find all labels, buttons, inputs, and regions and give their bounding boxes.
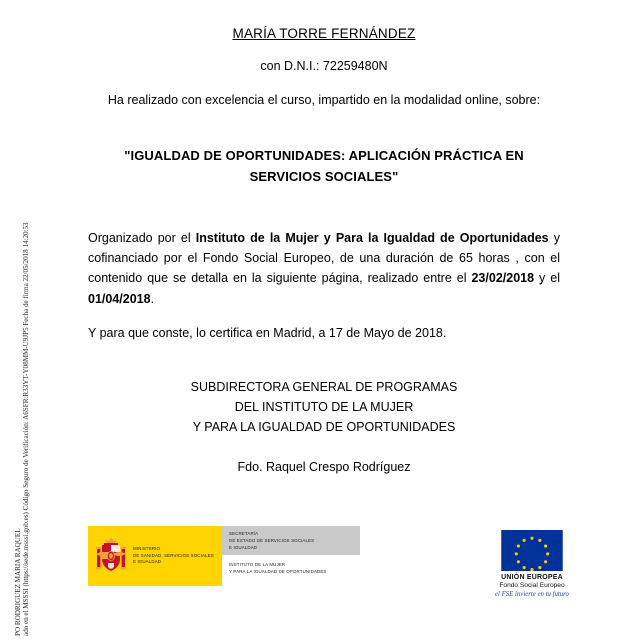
ministry-name-line-2: DE SANIDAD, SERVICIOS SOCIALES xyxy=(133,552,214,558)
margin-stamp-verification-text: ado en el MSSSI (https://sede.msssi.gob.es) Código Seguro de Verificación: A6SFR:R33YT-Y08MM-U9JP5 Fecha de firma 22/05/2018 14:20:53 xyxy=(22,222,30,636)
secretaria-estado-panel xyxy=(222,526,360,555)
course-title-line-1: "IGUALDAD DE OPORTUNIDADES: APLICACIÓN PRÁCTICA EN xyxy=(124,148,524,163)
signature-role-block xyxy=(88,377,560,438)
margin-stamp-signer-text: PO RODRIGUEZ MARIA RAQUEL xyxy=(14,528,22,636)
organizer-name: Instituto de la Mujer y Para la Igualdad de Oportunidades xyxy=(195,230,549,245)
european-union-logo xyxy=(474,530,590,598)
eu-flag-icon xyxy=(501,530,563,571)
instituto-line-2: Y PARA LA IGUALDAD DE OPORTUNIDADES xyxy=(229,568,327,574)
recipient-dni: con D.N.I.: 72259480N xyxy=(260,59,388,73)
certificate-body-paragraph xyxy=(88,228,560,309)
ministry-name-line-1: MINISTERIO xyxy=(133,546,161,552)
eu-tagline: el FSE invierte en tu futuro xyxy=(495,590,569,598)
course-title xyxy=(88,145,560,188)
certificate-intro-text: Ha realizado con excelencia el curso, impartido en la modalidad online, sobre: xyxy=(107,93,541,107)
course-start-date: 23/02/2018 xyxy=(471,271,535,286)
signature-role-line-1: SUBDIRECTORA GENERAL DE PROGRAMAS xyxy=(190,379,458,394)
ministry-name-text xyxy=(133,546,214,566)
ministry-yellow-panel xyxy=(88,526,222,586)
eu-title: UNIÓN EUROPEA xyxy=(501,574,563,581)
ministry-name-line-3: E IGUALDAD xyxy=(133,559,162,565)
ministry-logo xyxy=(88,526,360,586)
body-segment-2: y cofinanciado por el Fondo Social Europeo, de una duración de 65 horas , con el contenido que se detalla en la siguiente página, realizado entre el xyxy=(88,230,560,286)
signer-name: Fdo. Raquel Crespo Rodríguez xyxy=(237,459,411,474)
course-title-line-2: SERVICIOS SOCIALES" xyxy=(249,169,399,185)
footer-logo-row xyxy=(0,524,640,604)
eu-subtitle: Fondo Social Europeo xyxy=(499,582,565,589)
ministry-right-panels xyxy=(222,526,360,586)
signature-role-line-3: Y PARA LA IGUALDAD DE OPORTUNIDADES xyxy=(192,420,456,435)
secretaria-line-1: SECRETARÍA xyxy=(229,531,259,536)
certificate-content xyxy=(88,26,560,474)
body-segment-1: Organizado por el xyxy=(88,230,196,245)
instituto-line-1: INSTITUTO DE LA MUJER xyxy=(229,562,286,567)
course-end-date: 01/04/2018 xyxy=(88,291,151,306)
spain-coat-of-arms-icon xyxy=(94,536,128,576)
certificate-closing-text: Y para que conste, lo certifica en Madrid, a 17 de Mayo de 2018. xyxy=(88,325,447,340)
body-segment-3: y el xyxy=(534,271,560,286)
secretaria-line-2: DE ESTADO DE SERVICIOS SOCIALES xyxy=(229,537,315,543)
secretaria-line-3: E IGUALDAD xyxy=(229,544,258,550)
body-segment-4: . xyxy=(150,291,155,306)
recipient-name: MARÍA TORRE FERNÁNDEZ xyxy=(232,26,416,41)
instituto-mujer-panel xyxy=(222,555,360,586)
signature-role-line-2: DEL INSTITUTO DE LA MUJER xyxy=(234,400,414,415)
